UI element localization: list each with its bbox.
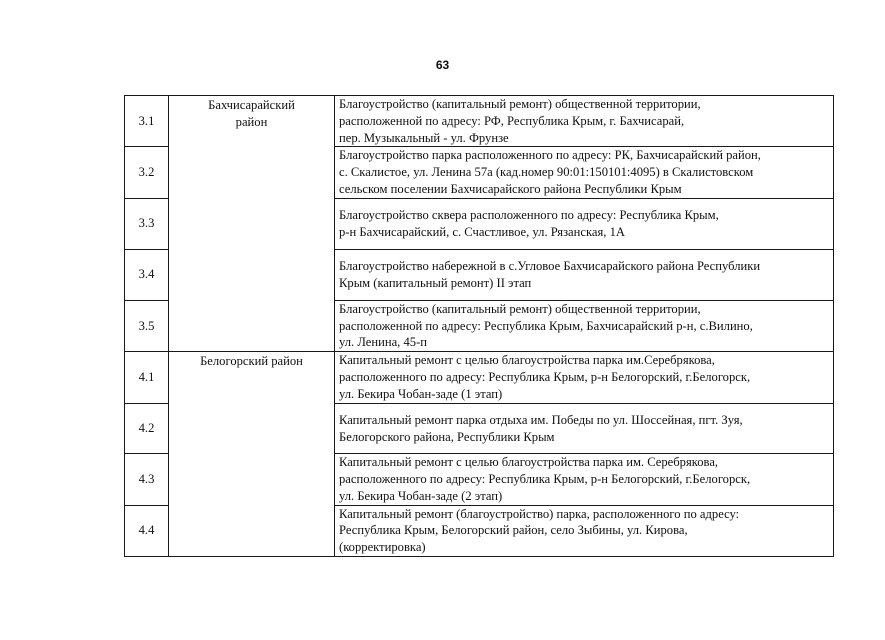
description-line: Крым (капитальный ремонт) II этап [339,275,532,290]
description-line: р-н Бахчисарайский, с. Счастливое, ул. Рязанская, 1А [339,224,625,239]
description-cell [335,249,834,300]
description-line: ул. Бекира Чобан-заде (1 этап) [339,387,503,402]
description-line: с. Скалистое, ул. Ленина 57а (кад.номер 90:01:150101:4095) в Скалистовском [339,165,754,180]
district-name-line: Белогорский район [200,354,303,369]
description-line: Капитальный ремонт с целью благоустройства парка им. Серебрякова, [339,455,719,470]
description-cell [335,147,834,198]
district-name-line: Бахчисарайский [208,98,295,112]
row-number: 3.5 [125,300,169,351]
description-line: Белогорского района, Республики Крым [339,429,555,444]
row-number: 3.1 [125,96,169,147]
row-number: 3.4 [125,249,169,300]
row-number: 4.2 [125,404,169,454]
description-cell [335,352,834,404]
description-cell [335,198,834,249]
description-line: Капитальный ремонт парка отдыха им. Победы по ул. Шоссейная, пгт. Зуя, [339,412,743,427]
description-line: Благоустройство парка расположенного по адресу: РК, Бахчисарайский район, [339,148,761,163]
description-line: расположенной по адресу: РФ, Республика Крым, г. Бахчисарай, [339,113,685,128]
description-cell [335,454,834,505]
district-cell-belogorsk [169,352,335,557]
page-number: 63 [435,58,450,72]
description-line: Капитальный ремонт с целью благоустройства парка им.Серебрякова, [339,353,715,368]
description-line: расположенной по адресу: Республика Крым, Бахчисарайский р-н, с.Вилино, [339,318,753,333]
description-line: Благоустройство сквера расположенного по адресу: Республика Крым, [339,207,719,222]
district-cell-bakhchisaray [169,96,335,352]
description-line: ул. Бекира Чобан-заде (2 этап) [339,488,503,503]
projects-table [124,95,834,557]
description-line: сельском поселении Бахчисарайского района Республики Крым [339,181,682,196]
description-line: Благоустройство (капитальный ремонт) общественной территории, [339,97,701,111]
description-line: Благоустройство набережной в с.Угловое Бахчисарайского района Республики [339,258,761,273]
row-number: 4.3 [125,454,169,505]
description-line: расположенного по адресу: Республика Крым, р-н Белогорский, г.Белогорск, [339,471,751,486]
row-number: 4.1 [125,352,169,404]
description-cell [335,404,834,454]
row-number: 3.2 [125,147,169,198]
description-cell [335,96,834,147]
description-line: Республика Крым, Белогорский район, село Зыбины, ул. Кирова, [339,523,688,538]
description-line: пер. Музыкальный - ул. Фрунзе [339,130,509,145]
table-row [125,96,834,147]
table-row [125,352,834,404]
description-cell [335,505,834,556]
description-line: Капитальный ремонт (благоустройство) парка, расположенного по адресу: [339,506,740,521]
description-line: ул. Ленина, 45-п [339,335,428,350]
row-number: 4.4 [125,505,169,556]
district-name-line: район [235,114,268,129]
description-line: Благоустройство (капитальный ремонт) общественной территории, [339,301,701,316]
description-line: (корректировка) [339,540,426,555]
description-cell [335,300,834,351]
description-line: расположенного по адресу: Республика Крым, р-н Белогорский, г.Белогорск, [339,370,751,385]
row-number: 3.3 [125,198,169,249]
